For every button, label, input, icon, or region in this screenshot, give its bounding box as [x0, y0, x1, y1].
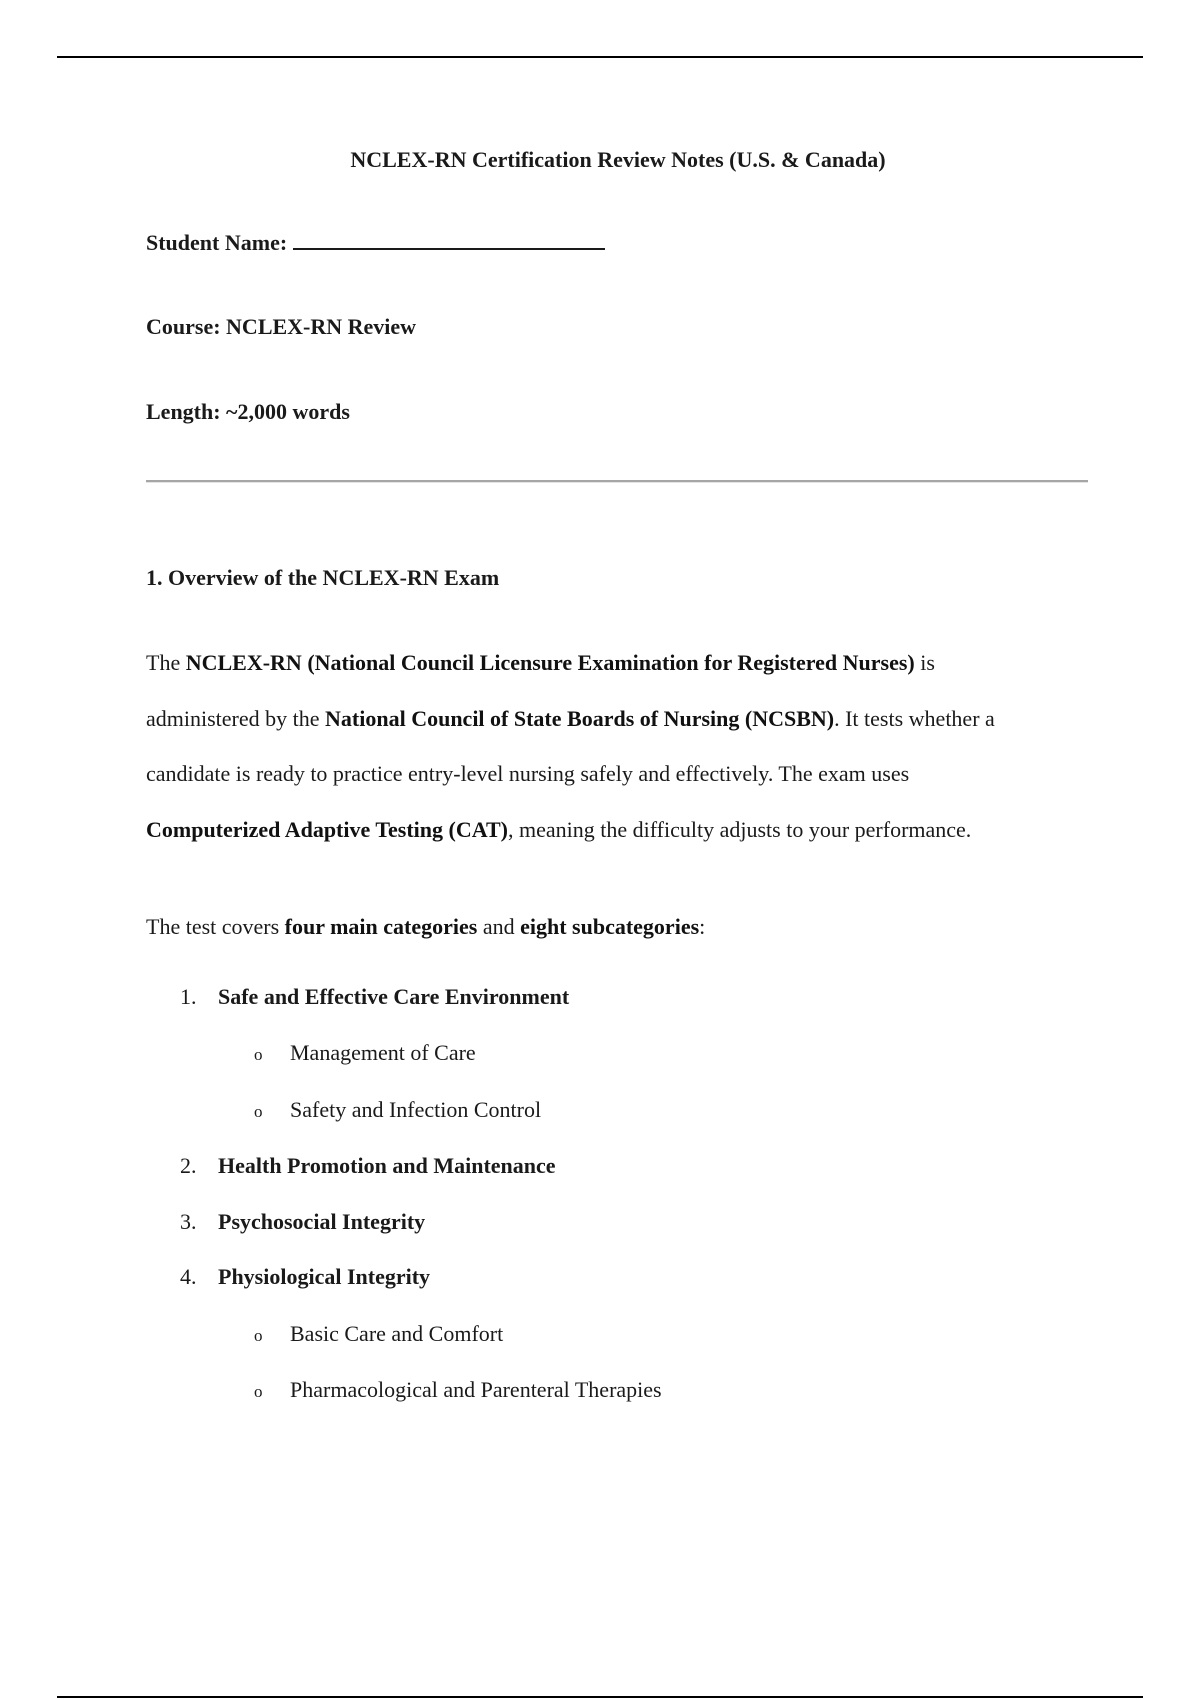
horizontal-divider — [146, 480, 1088, 483]
list-number: 1. — [180, 984, 197, 1009]
list-number: 3. — [180, 1209, 197, 1234]
student-name-label: Student Name: — [146, 230, 288, 255]
student-name-line — [146, 228, 605, 257]
subcategory-label: Safety and Infection Control — [290, 1097, 542, 1122]
bullet-icon: o — [254, 1045, 263, 1064]
bullet-icon: o — [254, 1102, 263, 1121]
paragraph-line — [146, 802, 1106, 858]
text-run: The — [146, 650, 186, 675]
subcategory-item — [254, 1039, 476, 1069]
paragraph-line — [146, 635, 1106, 691]
paragraph-line — [146, 691, 1106, 747]
subcategory-label: Pharmacological and Parenteral Therapies — [290, 1377, 662, 1402]
page-bottom-rule — [57, 1696, 1143, 1698]
overview-paragraph — [146, 635, 1106, 857]
bold-term: four main categories — [284, 914, 478, 939]
bold-term: eight subcategories — [520, 914, 700, 939]
category-title: Safe and Effective Care Environment — [218, 984, 570, 1009]
page-top-rule — [57, 56, 1143, 58]
text-run: and — [477, 914, 521, 939]
bullet-icon: o — [254, 1326, 263, 1345]
text-run: is — [914, 650, 935, 675]
text-run: , meaning the difficulty adjusts to your performance. — [508, 816, 972, 842]
bold-term: Computerized Adaptive Testing (CAT) — [146, 816, 508, 842]
category-item — [180, 983, 569, 1011]
document-title: NCLEX-RN Certification Review Notes (U.S. & Canada) — [350, 147, 886, 172]
text-run: : — [699, 914, 706, 939]
paragraph-line: candidate is ready to practice entry-level nursing safely and effectively. The exam uses — [146, 761, 910, 786]
paragraph-line — [146, 899, 1106, 955]
course-line: Course: NCLEX-RN Review — [146, 314, 417, 339]
length-line: Length: ~2,000 words — [146, 399, 350, 424]
category-item — [180, 1208, 425, 1236]
bullet-icon: o — [254, 1382, 263, 1401]
subcategory-item — [254, 1096, 541, 1126]
category-title: Health Promotion and Maintenance — [218, 1153, 556, 1178]
subcategory-label: Management of Care — [290, 1040, 476, 1065]
subcategory-item — [254, 1376, 662, 1406]
subcategory-label: Basic Care and Comfort — [290, 1321, 504, 1346]
text-run: administered by the — [146, 705, 326, 731]
categories-intro — [146, 899, 1106, 955]
list-number: 2. — [180, 1153, 197, 1178]
text-run: . It tests whether a — [834, 705, 995, 731]
category-item — [180, 1263, 430, 1291]
bold-term: National Council of State Boards of Nursing (NCSBN) — [325, 705, 835, 731]
category-title: Physiological Integrity — [218, 1264, 431, 1289]
subcategory-item — [254, 1320, 503, 1350]
category-title: Psychosocial Integrity — [218, 1209, 426, 1234]
list-number: 4. — [180, 1264, 197, 1289]
bold-term: NCLEX-RN (National Council Licensure Examination for Registered Nurses) — [185, 650, 915, 675]
section-heading: 1. Overview of the NCLEX-RN Exam — [146, 565, 500, 590]
category-item — [180, 1152, 556, 1180]
student-name-blank — [293, 228, 605, 250]
text-run: The test covers — [146, 914, 285, 939]
